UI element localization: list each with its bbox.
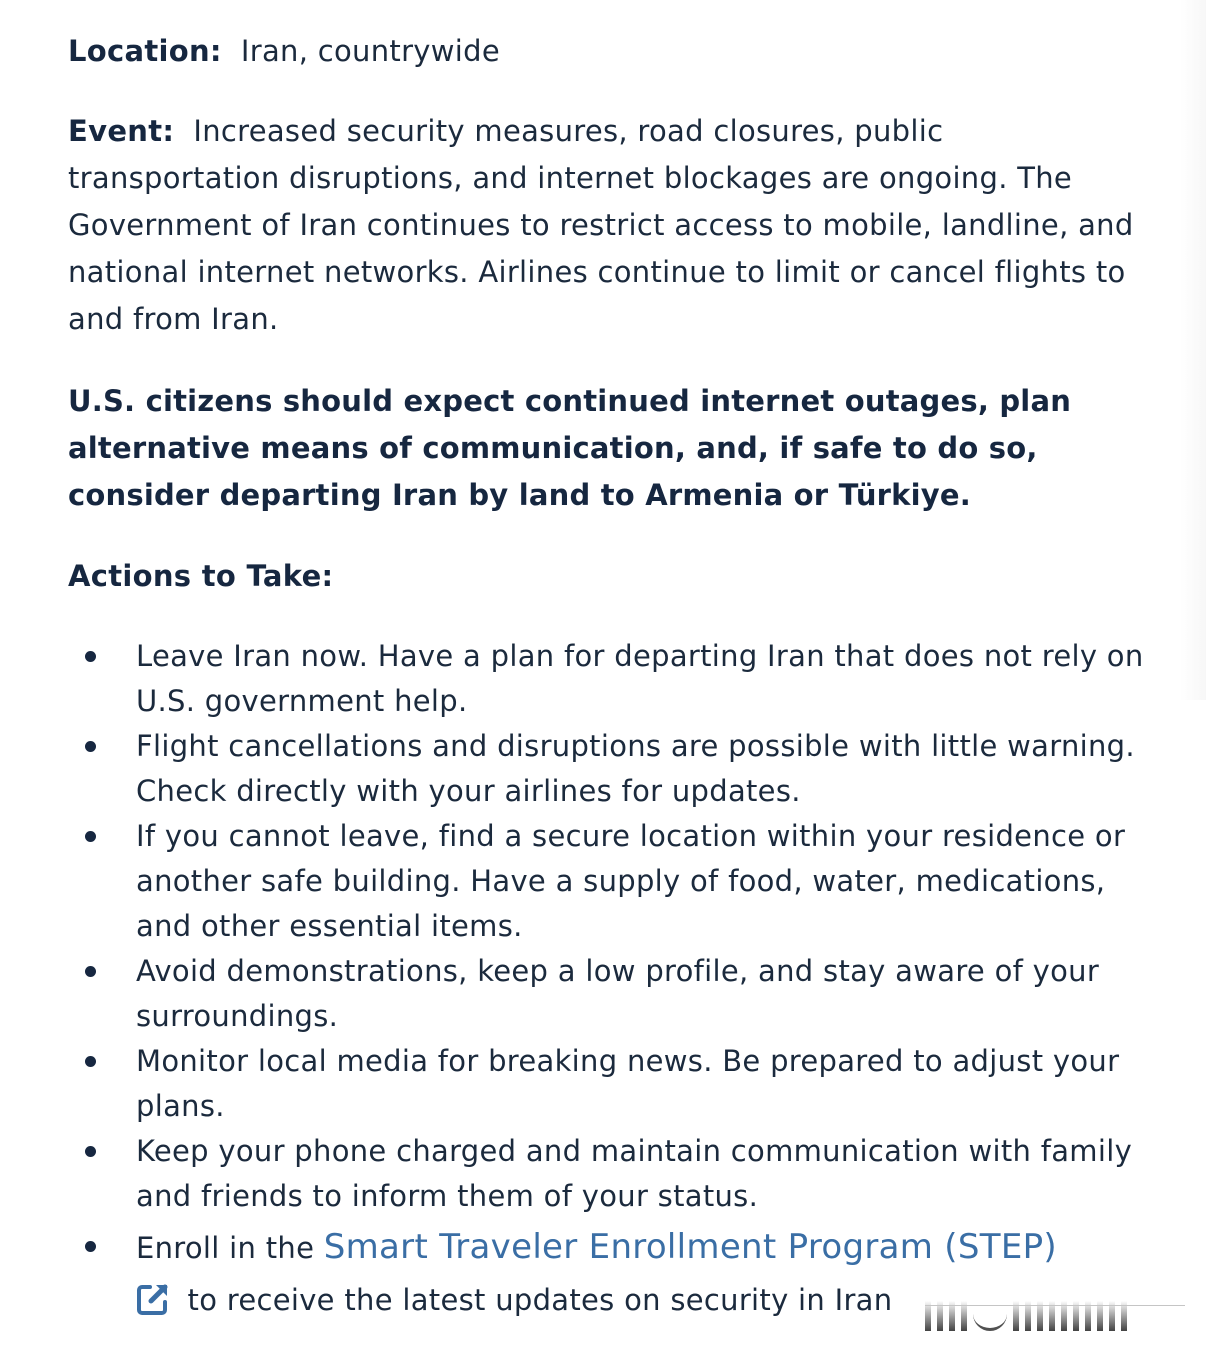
action-item: [68, 949, 1158, 1039]
external-link-icon[interactable]: [136, 1282, 170, 1316]
watermark-artifact: [925, 1293, 1185, 1331]
action-item-text: Leave Iran now. Have a plan for departing Iran that does not rely on U.S. government help.: [136, 639, 1144, 718]
action-item: [68, 814, 1158, 949]
action-item-text: Flight cancellations and disruptions are possible with little warning. Check directly with your airlines for updates.: [136, 729, 1135, 808]
bullet-icon: [85, 1146, 96, 1157]
action-item-text: Monitor local media for breaking news. Be prepared to adjust your plans.: [136, 1044, 1120, 1123]
bullet-icon: [85, 651, 96, 662]
actions-heading: Actions to Take:: [68, 559, 334, 593]
action-item-text: If you cannot leave, find a secure location within your residence or another safe building. Have a supply of food, water, medications, and other essential items.: [136, 819, 1126, 943]
page-edge: [1180, 0, 1206, 700]
watermark-line: [925, 1305, 1185, 1306]
bullet-icon: [85, 966, 96, 977]
action-item: [68, 1129, 1158, 1219]
bullet-icon: [85, 1056, 96, 1067]
event-label: Event:: [68, 114, 175, 148]
action-item: [68, 634, 1158, 724]
alert-content: [68, 28, 1158, 1326]
location-paragraph: [68, 28, 1158, 75]
actions-list: [68, 634, 1158, 1326]
location-label: Location:: [68, 34, 222, 68]
action-item-text: Keep your phone charged and maintain communication with family and friends to inform them of your status.: [136, 1134, 1133, 1213]
step-link[interactable]: Smart Traveler Enrollment Program (STEP): [323, 1227, 1057, 1267]
action-item-text: Avoid demonstrations, keep a low profile, and stay aware of your surroundings.: [136, 954, 1100, 1033]
event-text: Increased security measures, road closures, public transportation disruptions, and internet blockages are ongoing. The Government of Iran continues to restrict access to mobile, landline, and national internet networks. Airlines continue to limit or cancel flights to and from Iran.: [68, 114, 1134, 336]
bullet-icon: [85, 1241, 96, 1252]
watermark-arc: [973, 1310, 1007, 1331]
location-value: Iran, countrywide: [240, 34, 500, 68]
action-item: [68, 1039, 1158, 1129]
event-paragraph: [68, 108, 1158, 343]
action-item: [68, 724, 1158, 814]
step-prefix: Enroll in the: [136, 1231, 324, 1265]
bullet-icon: [85, 741, 96, 752]
bullet-icon: [85, 831, 96, 842]
step-suffix: to receive the latest updates on security in Iran: [178, 1283, 893, 1317]
warning-text: U.S. citizens should expect continued internet outages, plan alternative means of communication, and, if safe to do so, consider departing Iran by land to Armenia or Türkiye.: [68, 384, 1072, 512]
